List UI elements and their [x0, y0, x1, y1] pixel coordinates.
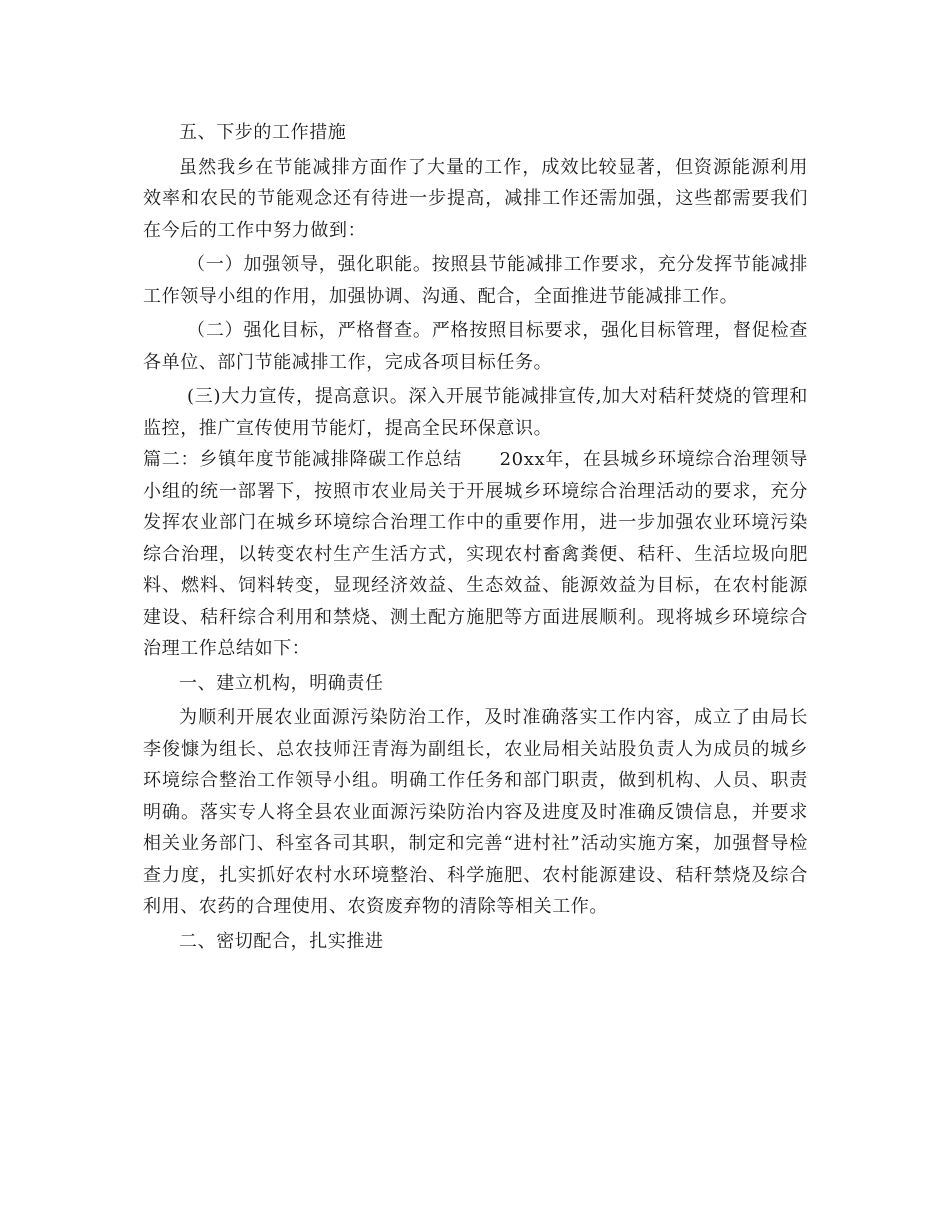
- paragraph-measure-1: （一）加强领导，强化职能。按照县节能减排工作要求，充分发挥节能减排工作领导小组的作用，加强协调、沟通、配合，全面推进节能减排工作。: [143, 254, 808, 307]
- section-heading-one: 一、建立机构，明确责任: [179, 672, 384, 694]
- section-heading-two: 二、密切配合，扎实推进: [179, 930, 384, 952]
- paragraph-measure-3: (三)大力宣传，提高意识。深入开展节能减排宣传,加大对秸秆焚烧的管理和监控，推广宣传使用节能灯，提高全民环保意识。: [143, 386, 808, 439]
- paragraph-intro: 虽然我乡在节能减排方面作了大量的工作，成效比较显著，但资源能源利用效率和农民的节能观念还有待进一步提高，减排工作还需加强，这些都需要我们在今后的工作中努力做到：: [143, 156, 808, 241]
- paragraph-part-two: 篇二：乡镇年度节能减排降碳工作总结 20xx年，在县城乡环境综合治理领导小组的统一部署下，按照市农业局关于开展城乡环境综合治理活动的要求，充分发挥农业部门在城乡环境综合治理工作中的重要作用，进一步加强农业环境污染综合治理，以转变农村生产生活方式，实现农村畜禽粪便、秸秆、生活垃圾向肥料、燃料、饲料转变，显现经济效益、生态效益、能源效益为目标，在农村能源建设、秸秆综合利用和禁烧、测土配方施肥等方面进展顺利。现将城乡环境综合治理工作总结如下：: [143, 449, 808, 659]
- document-body: [143, 117, 808, 957]
- section-heading-five: 五、下步的工作措施: [179, 122, 347, 143]
- paragraph-organization: 为顺利开展农业面源污染防治工作，及时准确落实工作内容，成立了由局长李俊慷为组长、总农技师汪青海为副组长，农业局相关站股负责人为成员的城乡环境综合整治工作领导小组。明确工作任务和部门职责，做到机构、人员、职责明确。落实专人将全县农业面源污染防治内容及进度及时准确反馈信息，并要求相关业务部门、科室各司其职，制定和完善“进村社”活动实施方案，加强督导检查力度，扎实抓好农村水环境整治、科学施肥、农村能源建设、秸秆禁烧及综合利用、农药的合理使用、农资废弃物的清除等相关工作。: [143, 707, 808, 917]
- paragraph-measure-2: （二）强化目标，严格督查。严格按照目标要求，强化目标管理，督促检查各单位、部门节能减排工作，完成各项目标任务。: [143, 320, 808, 373]
